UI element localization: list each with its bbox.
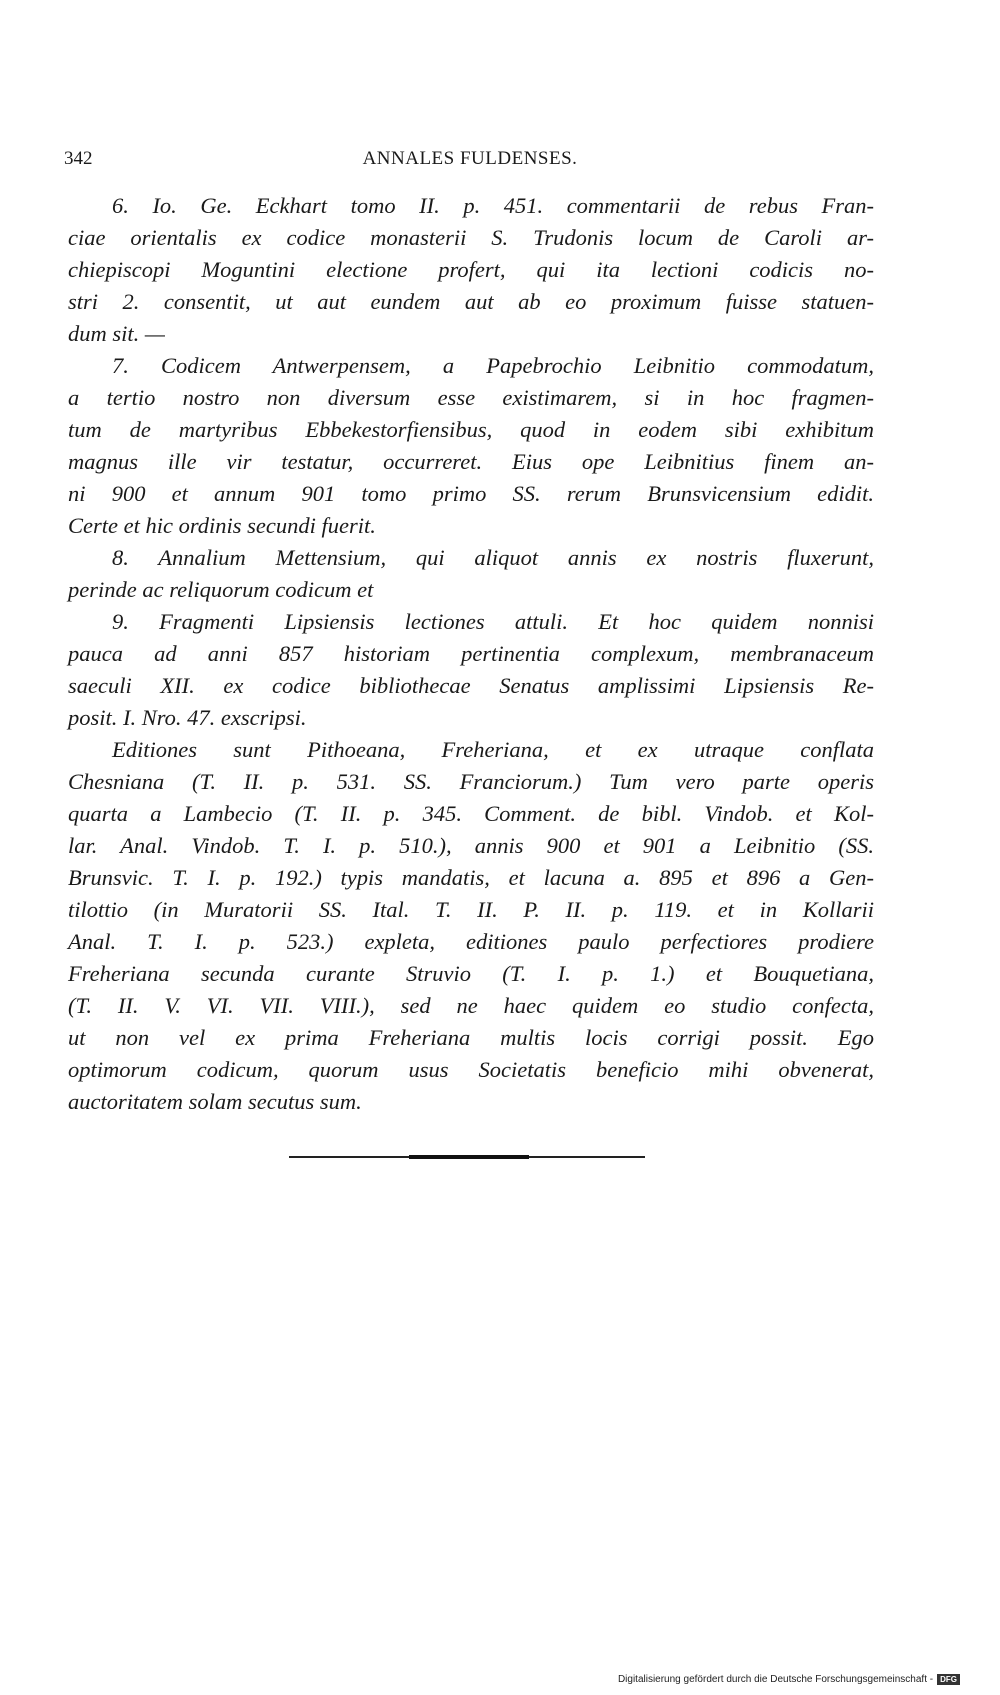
- text-line: 7. Codicem Antwerpensem, a Papebrochio Leibnitio commodatum,: [112, 353, 874, 378]
- text-line: chiepiscopi Moguntini electione profert, qui ita lectioni codicis no-: [68, 257, 874, 282]
- text-line: 9. Fragmenti Lipsiensis lectiones attuli. Et hoc quidem nonnisi: [112, 609, 874, 634]
- text-line: Certe et hic ordinis secundi fuerit.: [68, 513, 376, 538]
- paragraph-editiones: [68, 734, 874, 1118]
- text-line: Editiones sunt Pithoeana, Freheriana, et ex utraque conflata: [112, 737, 874, 762]
- text-line: (T. II. V. VI. VII. VIII.), sed ne haec quidem eo studio confecta,: [68, 993, 874, 1018]
- text-line: Brunsvic. T. I. p. 192.) typis mandatis, et lacuna a. 895 et 896 a Gen-: [68, 865, 874, 890]
- text-line: auctoritatem solam secutus sum.: [68, 1089, 362, 1114]
- text-line: magnus ille vir testatur, occurreret. Eius ope Leibnitius finem an-: [68, 449, 874, 474]
- digitization-footer: [618, 1674, 960, 1685]
- running-title: ANNALES FULDENSES.: [362, 148, 578, 169]
- text-line: 8. Annalium Mettensium, qui aliquot annis ex nostris fluxerunt,: [112, 545, 874, 570]
- paragraph-6: [68, 190, 874, 350]
- footer-credit: Digitalisierung gefördert durch die Deutsche Forschungsgemeinschaft -: [617, 1674, 934, 1685]
- text-line: ciae orientalis ex codice monasterii S. Trudonis locum de Caroli ar-: [68, 225, 874, 250]
- text-line: posit. I. Nro. 47. exscripsi.: [68, 705, 307, 730]
- body-text: [68, 190, 874, 1118]
- text-line: perinde ac reliquorum codicum et: [68, 577, 374, 602]
- text-line: tilottio (in Muratorii SS. Ital. T. II. P. II. p. 119. et in Kollarii: [68, 897, 874, 922]
- text-line: lar. Anal. Vindob. T. I. p. 510.), annis 900 et 901 a Leibnitio (SS.: [68, 833, 874, 858]
- text-line: Freheriana secunda curante Struvio (T. I. p. 1.) et Bouquetiana,: [68, 961, 874, 986]
- text-line: stri 2. consentit, ut aut eundem aut ab eo proximum fuisse statuen-: [68, 289, 874, 314]
- text-line: Chesniana (T. II. p. 531. SS. Franciorum.) Tum vero parte operis: [68, 769, 874, 794]
- text-line: a tertio nostro non diversum esse existimarem, si in hoc fragmen-: [68, 385, 874, 410]
- page-header: [64, 148, 876, 176]
- paragraph-7: [68, 350, 874, 542]
- page-number: 342: [64, 148, 93, 169]
- text-line: dum sit. —: [68, 321, 165, 346]
- text-line: saeculi XII. ex codice bibliothecae Senatus amplissimi Lipsiensis Re-: [68, 673, 874, 698]
- dfg-logo: DFG: [937, 1674, 960, 1685]
- text-line: optimorum codicum, quorum usus Societatis beneficio mihi obvenerat,: [68, 1057, 874, 1082]
- section-divider: [289, 1156, 645, 1158]
- text-line: ni 900 et annum 901 tomo primo SS. rerum Brunsvicensium edidit.: [68, 481, 874, 506]
- text-line: pauca ad anni 857 historiam pertinentia complexum, membranaceum: [68, 641, 874, 666]
- text-line: Anal. T. I. p. 523.) expleta, editiones paulo perfectiores prodiere: [68, 929, 874, 954]
- text-line: quarta a Lambecio (T. II. p. 345. Comment. de bibl. Vindob. et Kol-: [68, 801, 874, 826]
- paragraph-9: [68, 606, 874, 734]
- paragraph-8: [68, 542, 874, 606]
- text-line: ut non vel ex prima Freheriana multis locis corrigi possit. Ego: [68, 1025, 874, 1050]
- text-line: 6. Io. Ge. Eckhart tomo II. p. 451. commentarii de rebus Fran-: [112, 193, 874, 218]
- text-line: tum de martyribus Ebbekestorfiensibus, quod in eodem sibi exhibitum: [68, 417, 874, 442]
